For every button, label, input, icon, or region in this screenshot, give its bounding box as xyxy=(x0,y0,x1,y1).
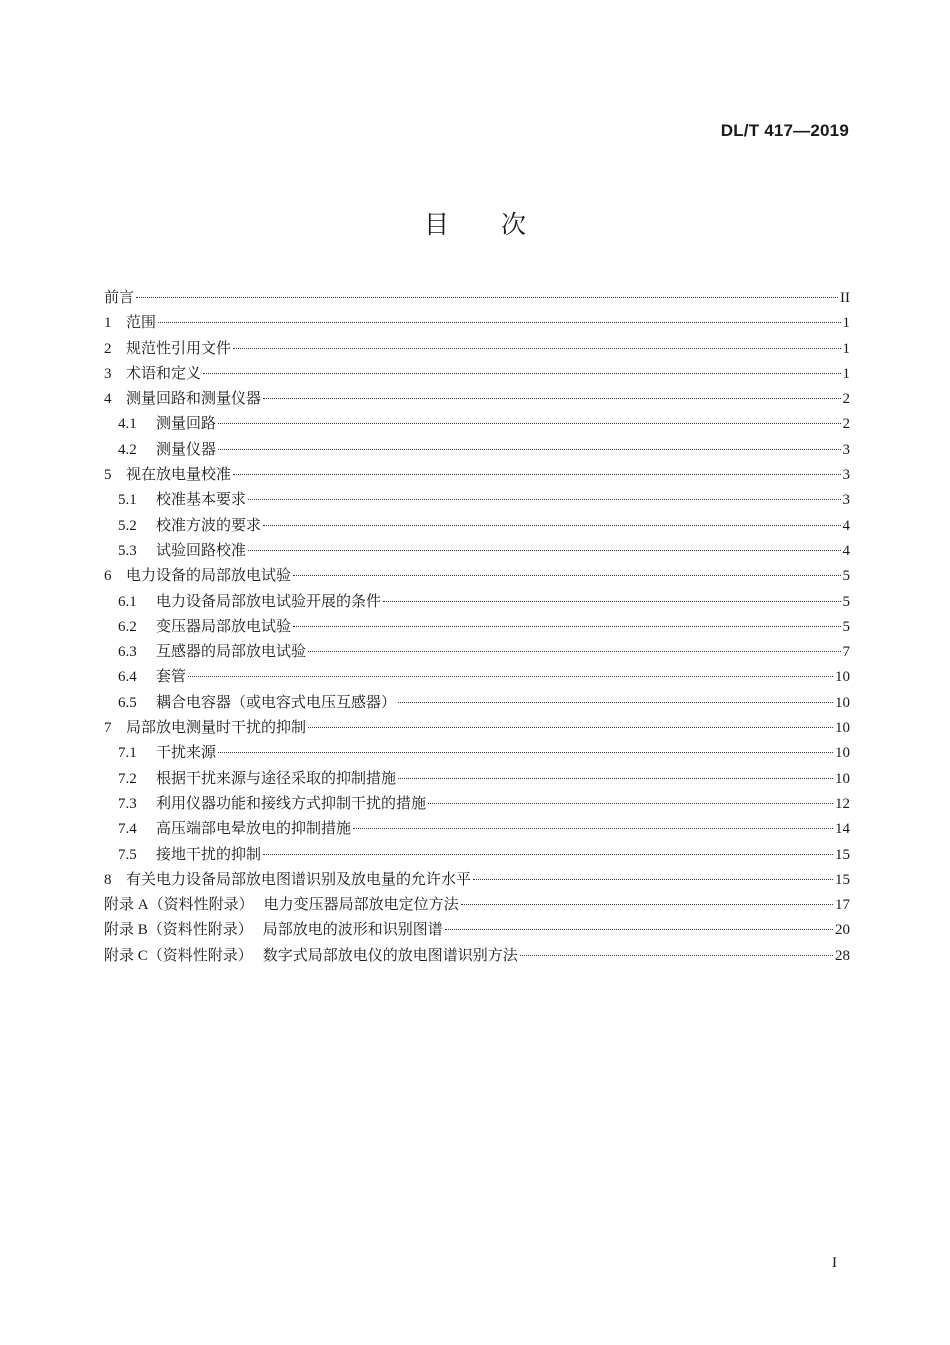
toc-entry-page: 5 xyxy=(842,568,850,585)
toc-dot-leader xyxy=(263,398,840,399)
toc-dot-leader xyxy=(248,499,840,500)
toc-entry[interactable] xyxy=(104,589,850,614)
toc-entry-label: 范围 xyxy=(126,313,157,332)
toc-dot-leader xyxy=(293,626,840,627)
toc-entry[interactable] xyxy=(104,892,850,917)
toc-entry-page: 5 xyxy=(842,593,850,610)
toc-dot-leader xyxy=(136,297,838,298)
toc-entry[interactable] xyxy=(104,487,850,512)
toc-entry-number: 6 xyxy=(104,568,112,585)
toc-dot-leader xyxy=(293,575,840,576)
toc-entry-label: 根据干扰来源与途径采取的抑制措施 xyxy=(156,768,397,787)
toc-entry[interactable] xyxy=(104,336,850,361)
toc-entry-page: 10 xyxy=(835,694,850,711)
toc-entry-number: 4 xyxy=(104,391,112,408)
toc-dot-leader xyxy=(308,727,833,728)
toc-entry-number: 7 xyxy=(104,720,112,737)
toc-dot-leader xyxy=(353,828,833,829)
toc-entry[interactable] xyxy=(104,538,850,563)
toc-entry[interactable] xyxy=(104,842,850,867)
toc-entry-page: 4 xyxy=(842,517,850,534)
toc-entry-number: 6.5 xyxy=(118,694,137,711)
toc-entry-number: 6.2 xyxy=(118,618,137,635)
title-char-1: 目 xyxy=(423,210,449,239)
toc-entry-number: 7.4 xyxy=(118,821,137,838)
toc-entry-label: 耦合电容器（或电容式电压互感器） xyxy=(156,692,397,711)
toc-entry[interactable] xyxy=(104,513,850,538)
toc-entry-page: 17 xyxy=(835,897,850,914)
toc-entry-label: 套管 xyxy=(156,667,187,686)
toc-entry-label: 高压端部电晕放电的抑制措施 xyxy=(156,819,352,838)
toc-dot-leader xyxy=(233,474,840,475)
toc-entry-label: 术语和定义 xyxy=(126,363,202,382)
toc-entry-label: 有关电力设备局部放电图谱识别及放电量的允许水平 xyxy=(126,869,472,888)
toc-dot-leader xyxy=(263,525,840,526)
toc-entry-page: 2 xyxy=(842,416,850,433)
toc-entry-number: 2 xyxy=(104,340,112,357)
toc-entry[interactable] xyxy=(104,285,850,310)
toc-entry-number: 5.3 xyxy=(118,542,137,559)
toc-entry-page: 1 xyxy=(842,340,850,357)
toc-entry-page: 2 xyxy=(842,391,850,408)
toc-dot-leader xyxy=(248,550,840,551)
toc-entry-number: 7.3 xyxy=(118,795,137,812)
toc-dot-leader xyxy=(218,449,840,450)
toc-entry-number: 8 xyxy=(104,871,112,888)
toc-entry-number: 7.2 xyxy=(118,770,137,787)
toc-entry[interactable] xyxy=(104,766,850,791)
toc-dot-leader xyxy=(263,854,833,855)
title-char-2: 次 xyxy=(501,210,527,239)
toc-entry[interactable] xyxy=(104,639,850,664)
toc-entry[interactable] xyxy=(104,563,850,588)
toc-entry-number: 6.4 xyxy=(118,669,137,686)
toc-entry-page: 7 xyxy=(842,644,850,661)
toc-dot-leader xyxy=(461,904,833,905)
toc-dot-leader xyxy=(308,651,840,652)
toc-entry[interactable] xyxy=(104,386,850,411)
toc-entry-page: II xyxy=(840,290,850,306)
toc-entry-number: 1 xyxy=(104,315,112,332)
toc-dot-leader xyxy=(473,879,833,880)
toc-entry-number: 7.1 xyxy=(118,745,137,762)
toc-entry-label: 电力设备局部放电试验开展的条件 xyxy=(156,591,382,610)
toc-entry[interactable] xyxy=(104,715,850,740)
toc-entry-number: 5.2 xyxy=(118,517,137,534)
toc-entry-label: 测量仪器 xyxy=(156,439,217,458)
toc-entry[interactable] xyxy=(104,943,850,968)
toc-entry[interactable] xyxy=(104,867,850,892)
toc-entry-page: 10 xyxy=(835,745,850,762)
toc-entry-label: 变压器局部放电试验 xyxy=(156,616,292,635)
toc-entry-page: 5 xyxy=(842,618,850,635)
toc-entry-label: 电力设备的局部放电试验 xyxy=(126,566,292,585)
standard-code: DL/T 417—2019 xyxy=(720,121,849,140)
toc-dot-leader xyxy=(520,955,833,956)
toc-entry-number: 3 xyxy=(104,365,112,382)
table-of-contents xyxy=(104,285,850,968)
toc-entry-label: 测量回路 xyxy=(156,414,217,433)
toc-entry-page: 1 xyxy=(842,315,850,332)
toc-entry-page: 3 xyxy=(842,492,850,509)
footer-page-number: I xyxy=(832,1255,837,1271)
toc-dot-leader xyxy=(445,929,833,930)
toc-entry-label: 利用仪器功能和接线方式抑制干扰的措施 xyxy=(156,793,427,812)
toc-entry[interactable] xyxy=(104,310,850,335)
toc-entry[interactable] xyxy=(104,816,850,841)
toc-entry[interactable] xyxy=(104,437,850,462)
toc-dot-leader xyxy=(428,803,833,804)
toc-entry[interactable] xyxy=(104,361,850,386)
toc-entry-label: 互感器的局部放电试验 xyxy=(156,642,307,661)
toc-entry-label: 干扰来源 xyxy=(156,743,217,762)
toc-entry-label: 局部放电测量时干扰的抑制 xyxy=(126,718,307,737)
toc-dot-leader xyxy=(383,601,840,602)
toc-entry[interactable] xyxy=(104,462,850,487)
toc-entry-label: 试验回路校准 xyxy=(156,540,247,559)
toc-entry-page: 10 xyxy=(835,720,850,737)
toc-entry-page: 14 xyxy=(835,821,850,838)
toc-entry-number: 5 xyxy=(104,467,112,484)
toc-entry-label: 测量回路和测量仪器 xyxy=(126,389,262,408)
toc-entry-page: 20 xyxy=(835,922,850,939)
toc-entry-number: 5.1 xyxy=(118,492,137,509)
toc-entry-page: 10 xyxy=(835,770,850,787)
toc-entry-page: 10 xyxy=(835,669,850,686)
toc-entry-label: 校准方波的要求 xyxy=(156,515,262,534)
toc-entry-label: 接地干扰的抑制 xyxy=(156,844,262,863)
toc-entry-number: 6.1 xyxy=(118,593,137,610)
toc-entry[interactable] xyxy=(104,411,850,436)
toc-dot-leader xyxy=(203,373,840,374)
toc-entry-number: 4.2 xyxy=(118,441,137,458)
toc-entry-page: 3 xyxy=(842,467,850,484)
toc-dot-leader xyxy=(398,778,833,779)
page-title xyxy=(0,205,950,241)
toc-dot-leader xyxy=(218,752,833,753)
toc-entry-number: 4.1 xyxy=(118,416,137,433)
toc-entry-page: 15 xyxy=(835,871,850,888)
toc-dot-leader xyxy=(218,423,840,424)
toc-entry-number: 附录 B（资料性附录） xyxy=(104,922,253,939)
toc-entry-label: 前言 xyxy=(104,288,135,306)
toc-entry-number: 6.3 xyxy=(118,644,137,661)
toc-entry-number: 附录 C（资料性附录） xyxy=(104,947,253,964)
toc-entry-label: 电力变压器局部放电定位方法 xyxy=(263,895,459,914)
toc-dot-leader xyxy=(158,322,840,323)
toc-entry-page: 3 xyxy=(842,441,850,458)
toc-entry[interactable] xyxy=(104,614,850,639)
toc-entry-label: 校准基本要求 xyxy=(156,490,247,509)
toc-entry-page: 4 xyxy=(842,542,850,559)
toc-entry[interactable] xyxy=(104,690,850,715)
toc-entry-label: 规范性引用文件 xyxy=(126,338,232,357)
toc-entry-label: 局部放电的波形和识别图谱 xyxy=(262,920,443,939)
toc-entry-label: 数字式局部放电仪的放电图谱识别方法 xyxy=(262,945,518,964)
toc-dot-leader xyxy=(398,702,833,703)
toc-entry-page: 12 xyxy=(835,795,850,812)
toc-entry-number: 7.5 xyxy=(118,846,137,863)
toc-entry-label: 视在放电量校准 xyxy=(126,465,232,484)
toc-dot-leader xyxy=(188,676,833,677)
toc-entry-page: 28 xyxy=(835,947,850,964)
toc-entry-number: 附录 A（资料性附录） xyxy=(104,897,254,914)
toc-entry[interactable] xyxy=(104,791,850,816)
toc-dot-leader xyxy=(233,348,840,349)
toc-entry[interactable] xyxy=(104,917,850,942)
toc-entry[interactable] xyxy=(104,664,850,689)
toc-entry-page: 15 xyxy=(835,846,850,863)
toc-entry-page: 1 xyxy=(842,365,850,382)
toc-entry[interactable] xyxy=(104,740,850,765)
